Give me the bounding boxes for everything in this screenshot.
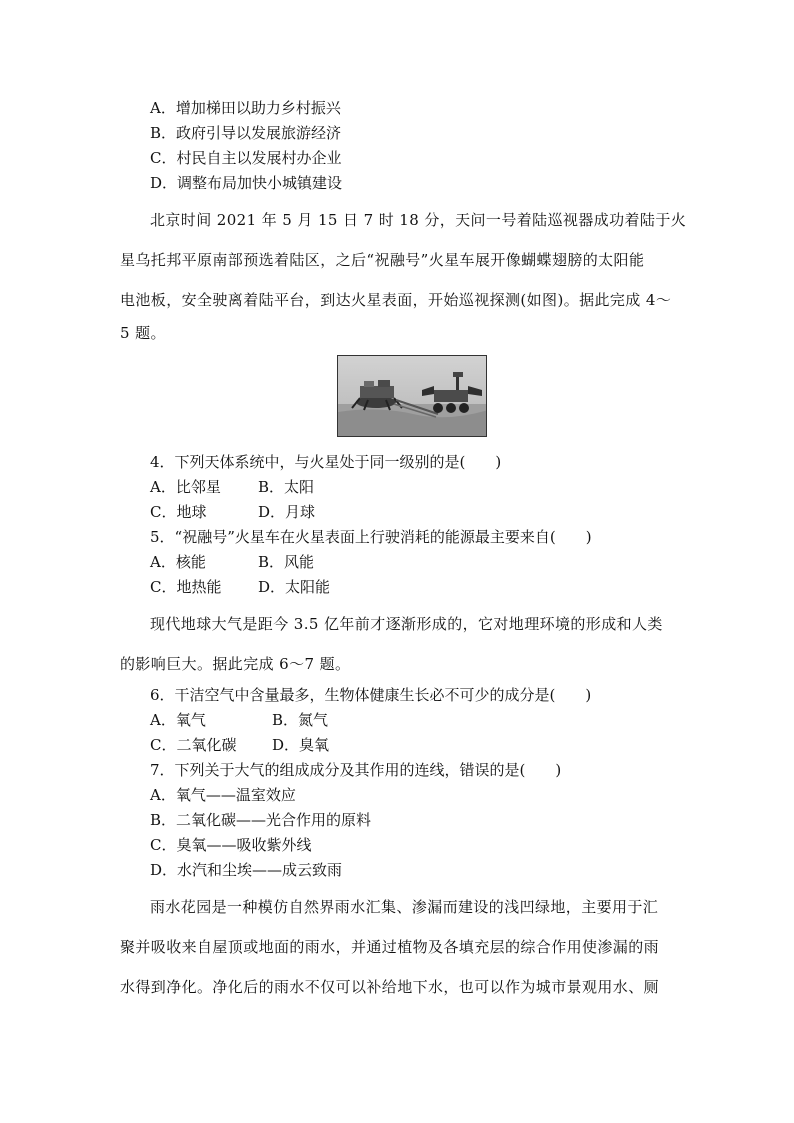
option-a: A．增加梯田以助力乡村振兴 <box>150 99 341 117</box>
q5-stem: 5．“祝融号”火星车在火星表面上行驶消耗的能源最主要来自( ) <box>150 528 592 546</box>
q7-option-a: A．氧气——温室效应 <box>150 786 296 804</box>
passage1-line4: 5 题。 <box>120 324 166 342</box>
q6-option-a: A．氧气 <box>150 711 206 729</box>
q5-option-c: C．地热能 <box>150 578 222 596</box>
q4-option-c: C．地球 <box>150 503 207 521</box>
passage2-line2: 的影响巨大。据此完成 6～7 题。 <box>120 655 351 673</box>
option-d: D．调整布局加快小城镇建设 <box>150 174 343 192</box>
q7-stem: 7．下列关于大气的组成成分及其作用的连线，错误的是( ) <box>150 761 562 779</box>
q7-option-b: B．二氧化碳——光合作用的原料 <box>150 811 372 829</box>
q4-option-b: B．太阳 <box>258 478 315 496</box>
passage3-line3: 水得到净化。净化后的雨水不仅可以补给地下水，也可以作为城市景观用水、厕 <box>120 978 660 996</box>
q4-option-d: D．月球 <box>258 503 316 521</box>
q5-option-d: D．太阳能 <box>258 578 331 596</box>
passage1-line2: 星乌托邦平原南部预选着陆区，之后“祝融号”火星车展开像蝴蝶翅膀的太阳能 <box>120 251 645 269</box>
mars-rover-image <box>338 356 487 437</box>
option-c: C．村民自主以发展村办企业 <box>150 149 342 167</box>
q5-option-a: A．核能 <box>150 553 206 571</box>
passage3-line2: 聚并吸收来自屋顶或地面的雨水，并通过植物及各填充层的综合作用使渗漏的雨 <box>120 938 660 956</box>
q5-option-b: B．风能 <box>258 553 315 571</box>
option-b: B．政府引导以发展旅游经济 <box>150 124 342 142</box>
q4-options-row2 <box>150 502 315 522</box>
q5-options-row1 <box>150 552 314 572</box>
q6-option-b: B．氮气 <box>272 711 329 729</box>
q4-stem: 4．下列天体系统中，与火星处于同一级别的是( ) <box>150 453 502 471</box>
q6-options-row1 <box>150 710 328 730</box>
q7-option-c: C．臭氧——吸收紫外线 <box>150 836 312 854</box>
passage1-line3: 电池板，安全驶离着陆平台，到达火星表面，开始巡视探测(如图)。据此完成 4～ <box>120 291 672 309</box>
q7-option-d: D．水汽和尘埃——成云致雨 <box>150 861 343 879</box>
q4-options-row1 <box>150 477 314 497</box>
passage2-line1: 现代地球大气是距今 3.5 亿年前才逐渐形成的，它对地理环境的形成和人类 <box>150 615 663 633</box>
q5-options-row2 <box>150 577 330 597</box>
q4-option-a: A．比邻星 <box>150 478 221 496</box>
q6-stem: 6．干洁空气中含量最多，生物体健康生长必不可少的成分是( ) <box>150 686 592 704</box>
q6-option-c: C．二氧化碳 <box>150 736 237 754</box>
mars-rover-figure <box>337 355 487 437</box>
q6-options-row2 <box>150 735 329 755</box>
q6-option-d: D．臭氧 <box>272 736 330 754</box>
passage1-line1: 北京时间 2021 年 5 月 15 日 7 时 18 分，天问一号着陆巡视器成功着陆于火 <box>150 211 687 229</box>
passage3-line1: 雨水花园是一种模仿自然界雨水汇集、渗漏而建设的浅凹绿地，主要用于汇 <box>150 898 659 916</box>
